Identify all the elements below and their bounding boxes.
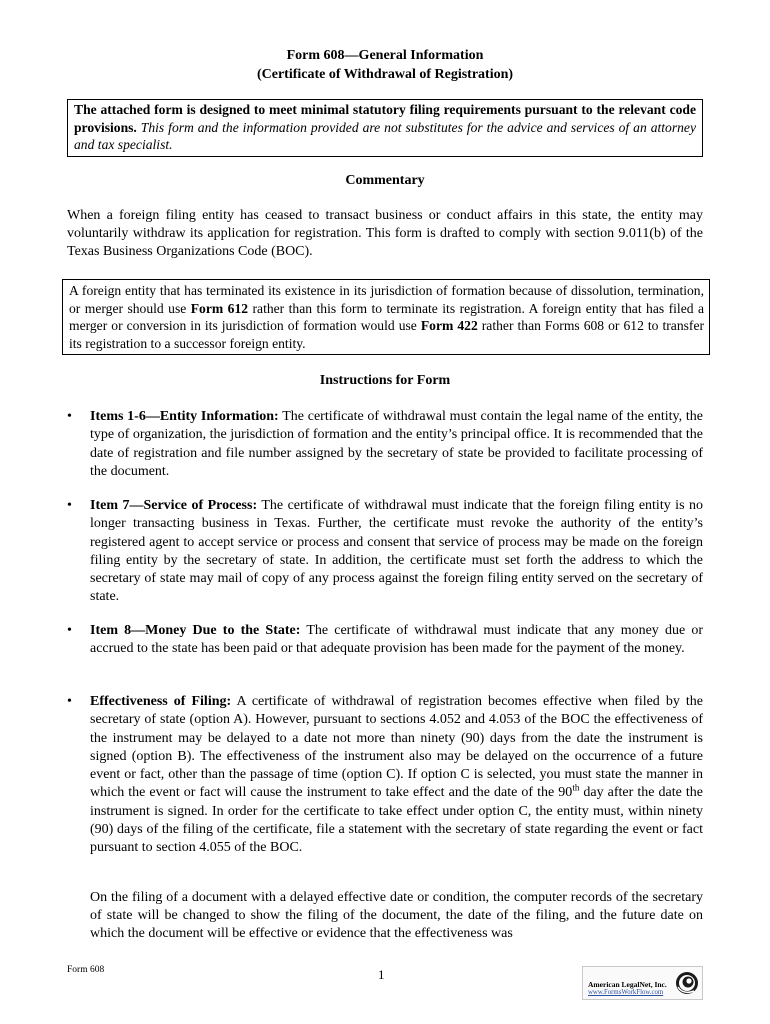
merger-text-part3: rather than Forms 608 or 612 to transfer its registration to a successor foreign entity. <box>69 318 705 351</box>
bullet-body: The certificate of withdrawal must indicate that any money due or accrued to the state has been paid or that adequate provision has been made for the payment of the money. <box>90 623 703 657</box>
bullet-item-entity-information <box>67 408 703 481</box>
bullet-dot: • <box>67 498 72 513</box>
bullet-body: The certificate of withdrawal must contain the legal name of the entity, the type of organization, the jurisdiction of formation and the entity’s principal office. It is recommended that the date of registration and file number assigned by the secretary of state be provided to facilitate processing of the document. <box>90 409 703 479</box>
commentary-paragraph: When a foreign filing entity has ceased to transact business or conduct affairs in this state, the entity may voluntarily withdraw its application for registration. This form is drafted to comply with section 9.011(b) of the Texas Business Organizations Code (BOC). <box>67 208 703 259</box>
bullet-body-part1: A certificate of withdrawal of registration becomes effective when filed by the secretary of state (option A). However, pursuant to sections 4.052 and 4.053 of the BOC the effectiveness of the instrument may be delayed to a date not more than ninety (90) days from the date the instrument is signed (option B). The effectiveness of the instrument also may be delayed on the occurrence of a future event or fact, other than the passage of time (option C). If option C is selected, you must state the manner in which the event or fact will cause the instrument to take effect and the date of the 90 <box>90 694 703 801</box>
form-612-reference: Form 612 <box>190 300 249 316</box>
form-title: Form 608—General Information <box>286 48 484 63</box>
ordinal-superscript: th <box>572 782 580 793</box>
bullet-label: Items 1-6—Entity Information: <box>90 409 279 424</box>
commentary-heading: Commentary <box>345 173 425 188</box>
merger-notice-box <box>62 279 710 355</box>
bullet-body-part2: day after the date the instrument is signed. In order for the certificate to take effect under option C, the entity must, within ninety (90) days of the filing of the certificate, file a statement with the secretary of state regarding the event or fact pursuant to section 4.055 of the BOC. <box>90 785 703 856</box>
bullet-item-effectiveness-of-filing <box>67 693 703 858</box>
bullet-label: Effectiveness of Filing: <box>90 694 232 709</box>
bullet-label: Item 7—Service of Process: <box>90 498 258 513</box>
swirl-logo-icon <box>674 970 700 996</box>
merger-text-part1: A foreign entity that has terminated its existence in its jurisdiction of formation because of dissolution, termination, or merger should use <box>69 283 704 316</box>
bullet-dot: • <box>67 409 72 424</box>
footer-form-label: Form 608 <box>67 965 105 975</box>
delayed-effective-paragraph: On the filing of a document with a delayed effective date or condition, the computer records of the secretary of state will be changed to show the filing of the document, the date of the filing, and the future date on which the document will be effective or evidence that the effectiveness was <box>90 890 703 941</box>
american-legalnet-logo <box>582 966 703 1000</box>
merger-text-part2: rather than this form to terminate its registration. A foreign entity that has filed a merger or conversion in its jurisdiction of formation would use <box>69 300 705 333</box>
logo-company-name: American LegalNet, Inc. <box>588 980 667 989</box>
notice-box <box>67 99 703 157</box>
logo-url-link[interactable]: www.FormsWorkFlow.com <box>588 989 664 996</box>
form-422-reference: Form 422 <box>420 318 478 333</box>
page-number: 1 <box>378 967 385 982</box>
bullet-dot: • <box>67 623 72 638</box>
bullet-label: Item 8—Money Due to the State: <box>90 623 301 638</box>
notice-italic-text: This form and the information provided are not substitutes for the advice and services of an attorney and tax specialist. <box>74 119 696 152</box>
bullet-dot: • <box>67 694 72 709</box>
bullet-item-service-of-process <box>67 497 703 607</box>
form-subtitle: (Certificate of Withdrawal of Registration) <box>256 67 514 82</box>
bullet-body: The certificate of withdrawal must indicate that the foreign filing entity is no longer transacting business in Texas. Further, the certificate must revoke the authority of the entity’s registered agent to accept service or process and consent that service of process may be made on the foreign filing entity by the secretary of state. In addition, the certificate must set forth the address to which the secretary of state may mail of copy of any process against the foreign filing entity served on the secretary of state. <box>90 498 703 605</box>
bullet-item-money-due <box>67 622 703 659</box>
instructions-heading: Instructions for Form <box>319 373 451 388</box>
notice-bold-text: The attached form is designed to meet minimal statutory filing requirements pursuant to the relevant code provisions. <box>74 102 696 135</box>
